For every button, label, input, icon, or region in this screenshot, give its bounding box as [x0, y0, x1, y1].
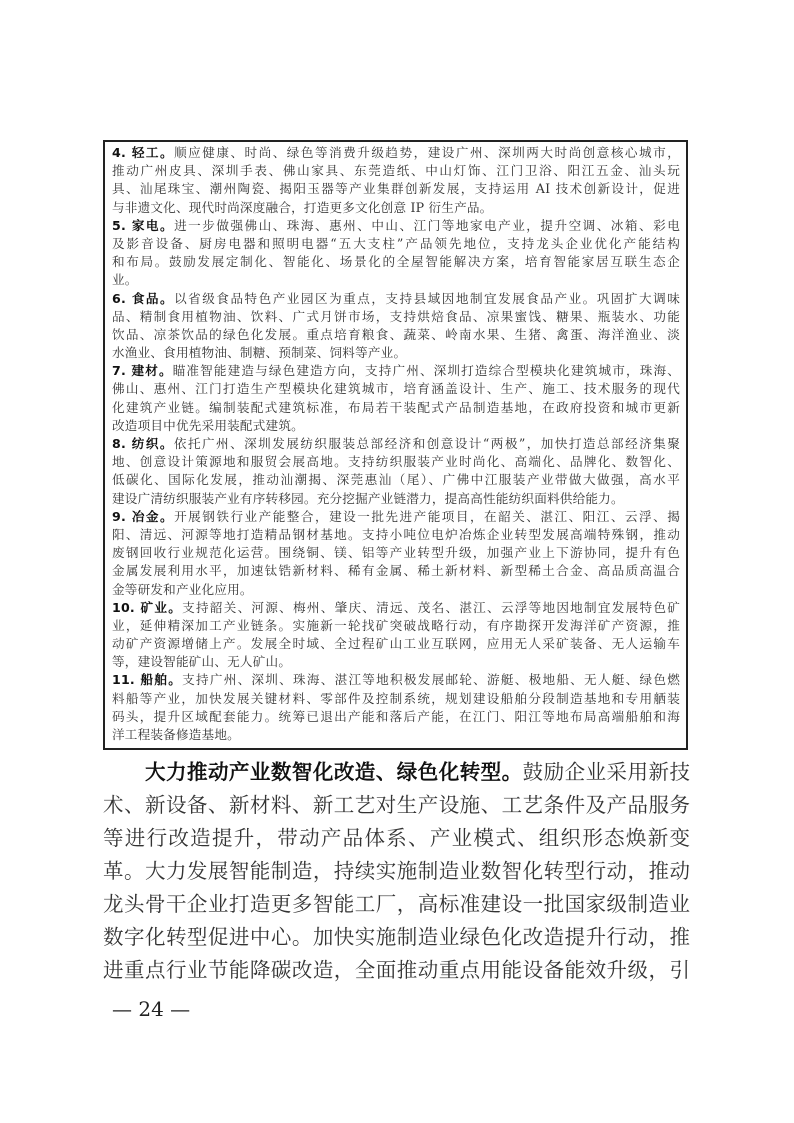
box-item-text: 业。 [112, 272, 138, 288]
box-item-text: 建设广清纺织服装产业有序转移园。充分挖掘产业链潜力，提高高性能纺织面料供给能力。 [112, 490, 624, 506]
box-item-line [112, 599, 680, 617]
box-item-title: 7. 建材。 [112, 363, 173, 379]
box-item-text: 瞄准智能建造与绿色建造方向，支持广州、深圳打造综合型模块化建筑城市，珠海、 [172, 363, 680, 379]
box-item-text: 支持韶关、河源、梅州、肇庆、清远、茂名、湛江、云浮等地因地制宜发展特色矿 [182, 599, 680, 615]
box-item-line [112, 562, 680, 580]
box-item-line [112, 690, 680, 708]
box-item-title: 4. 轻工。 [112, 145, 175, 160]
box-item-line [112, 617, 680, 635]
box-item-title: 8. 纺织。 [112, 436, 174, 451]
box-item-line [112, 362, 680, 380]
body-text: 鼓励企业采用新技 [522, 760, 691, 784]
box-item-line [112, 144, 680, 162]
box-item-text: 业，延伸精深加工产业链条。实施新一轮找矿突破战略行动，有序勘探开发海洋矿产资源，推 [112, 617, 680, 633]
box-item-line [112, 308, 680, 326]
body-text: 龙头骨干企业打造更多智能工厂，高标准建设一批国家级制造业 [103, 892, 690, 916]
box-item-text: 阳、清远、河源等地打造精品钢材基地。支持小吨位电炉冶炼企业转型发展高端特殊钢，推动 [112, 526, 680, 542]
box-item-line [112, 508, 680, 526]
box-item-text: 饮品、凉茶饮品的绿色化发展。重点培育粮食、蔬菜、岭南水果、生猪、禽蛋、海洋渔业、淡 [112, 326, 680, 342]
box-item-line [112, 581, 680, 599]
box-item-line [112, 417, 680, 435]
body-text: 革。大力发展智能制造，持续实施制造业数智化转型行动，推动 [103, 859, 690, 883]
box-item-text: 低碳化、国际化发展，推动汕潮揭、深莞惠汕（尾）、广佛中江服装产业带做大做强，高水平 [112, 472, 680, 488]
box-item-text: 料船等产业，加快发展关键材料、零部件及控制系统，规划建设船舶分段制造基地和专用舾装 [112, 690, 680, 706]
box-item-line [112, 326, 680, 344]
box-item-line [112, 290, 680, 308]
box-item-line [112, 180, 680, 198]
box-item-line [112, 490, 680, 508]
box-item-text: 动矿产资源增储上产。发展全时域、全过程矿山工业互联网，应用无人采矿装备、无人运输车 [112, 636, 680, 652]
box-item-text: 地、创意设计策源地和服贸会展高地。支持纺织服装产业时尚化、高端化、品牌化、数智化、 [112, 454, 680, 470]
box-item-text: 依托广州、深圳发展纺织服装总部经济和创意设计“两极”，加快打造总部经济集聚 [173, 436, 680, 451]
body-line [103, 888, 690, 921]
box-item-line [112, 453, 680, 471]
body-text: 进重点行业节能降碳改造，全面推动重点用能设备能效升级，引 [103, 958, 690, 982]
box-item-text: 码头，提升区域配套能力。统筹已退出产能和落后产能，在江门、阳江等地布局高端船舶和海 [112, 708, 680, 724]
body-line [103, 954, 690, 987]
body-text: 术、新设备、新材料、新工艺对生产设施、工艺条件及产品服务 [103, 793, 690, 817]
box-item-line [112, 635, 680, 653]
box-item-text: 废钢回收行业规范化运营。围绕铜、镁、铝等产业转型升级，加强产业上下游协同，提升有色 [112, 545, 680, 561]
box-item-line [112, 526, 680, 544]
body-line [103, 756, 690, 789]
box-item-line [112, 471, 680, 489]
box-item-title: 9. 冶金。 [112, 508, 175, 524]
box-item-line [112, 671, 680, 689]
box-item-line [112, 199, 680, 217]
box-item-line [112, 653, 680, 671]
box-item-text: 及影音设备、厨房电器和照明电器“五大支柱”产品领先地位，支持龙头企业优化产能结构 [112, 235, 680, 251]
box-item-title: 11. 船舶。 [112, 672, 183, 688]
box-item-text: 金属发展利用水平，加速钛锆新材料、稀有金属、稀土新材料、新型稀土合金、高品质高温合 [112, 563, 680, 579]
page-number: — 24 — [112, 997, 191, 1021]
body-text: 数字化转型促进中心。加快实施制造业绿色化改造提升行动，推 [103, 925, 690, 949]
box-item-text: 金等研发和产业化应用。 [112, 581, 253, 597]
box-item-text: 改造项目中优先采用装配式建筑。 [112, 417, 304, 433]
box-item-line [112, 253, 680, 271]
box-item-text: 支持广州、深圳、珠海、湛江等地积极发展邮轮、游艇、极地船、无人艇、绿色燃 [182, 672, 680, 688]
box-item-line [112, 235, 680, 253]
box-item-text: 水渔业、食用植物油、制糖、预制菜、饲料等产业。 [112, 345, 407, 361]
box-item-text: 等，建设智能矿山、无人矿山。 [112, 654, 292, 670]
box-item-line [112, 217, 680, 235]
body-paragraph [103, 756, 690, 987]
box-item-text: 品、精制食用植物油、饮料、广式月饼市场，支持烘焙食品、凉果蜜饯、糖果、瓶装水、功能 [112, 308, 680, 324]
box-item-line [112, 435, 680, 453]
body-line [103, 921, 690, 954]
industry-list-box [103, 140, 688, 750]
body-line [103, 855, 690, 888]
box-item-title: 5. 家电。 [112, 217, 175, 233]
box-item-text: 进一步做强佛山、珠海、惠州、中山、江门等地家电产业，提升空调、冰箱、彩电 [174, 217, 680, 233]
box-item-line [112, 544, 680, 562]
box-item-title: 6. 食品。 [112, 290, 175, 306]
box-item-text: 开展钢铁行业产能整合，建设一批先进产能项目，在韶关、湛江、阳江、云浮、揭 [174, 508, 680, 524]
box-item-line [112, 708, 680, 726]
box-item-text: 佛山、惠州、江门打造生产型模块化建筑城市，培育涵盖设计、生产、施工、技术服务的现代 [112, 381, 680, 397]
box-item-text: 推动广州皮具、深圳手表、佛山家具、东莞造纸、中山灯饰、江门卫浴、阳江五金、汕头玩 [112, 163, 680, 179]
box-item-title: 10. 矿业。 [112, 599, 183, 615]
body-text: 等进行改造提升，带动产品体系、产业模式、组织形态焕新变 [103, 826, 690, 850]
box-item-text: 化建筑产业链。编制装配式建筑标准，布局若干装配式产品制造基地，在政府投资和城市更新 [112, 399, 680, 415]
box-item-line [112, 399, 680, 417]
box-item-line [112, 380, 680, 398]
box-item-line [112, 162, 680, 180]
box-item-text: 以省级食品特色产业园区为重点，支持县域因地制宜发展食品产业。巩固扩大调味 [174, 290, 680, 306]
box-item-line [112, 344, 680, 362]
body-line [103, 789, 690, 822]
box-item-text: 顺应健康、时尚、绿色等消费升级趋势，建设广州、深圳两大时尚创意核心城市， [174, 145, 680, 160]
box-item-text: 洋工程装备修造基地。 [112, 727, 240, 742]
box-item-line [112, 726, 680, 744]
box-item-text: 与非遗文化、现代时尚深度融合，打造更多文化创意 IP 衍生产品。 [112, 199, 493, 215]
box-item-text: 和布局。鼓励发展定制化、智能化、场景化的全屋智能解决方案，培育智能家居互联生态企 [112, 254, 680, 270]
body-line [103, 822, 690, 855]
body-heading: 大力推动产业数智化改造、绿色化转型。 [145, 760, 523, 784]
box-item-text: 具、汕尾珠宝、潮州陶瓷、揭阳玉器等产业集群创新发展，支持运用 AI 技术创新设计，促进 [112, 181, 680, 197]
box-item-line [112, 271, 680, 289]
